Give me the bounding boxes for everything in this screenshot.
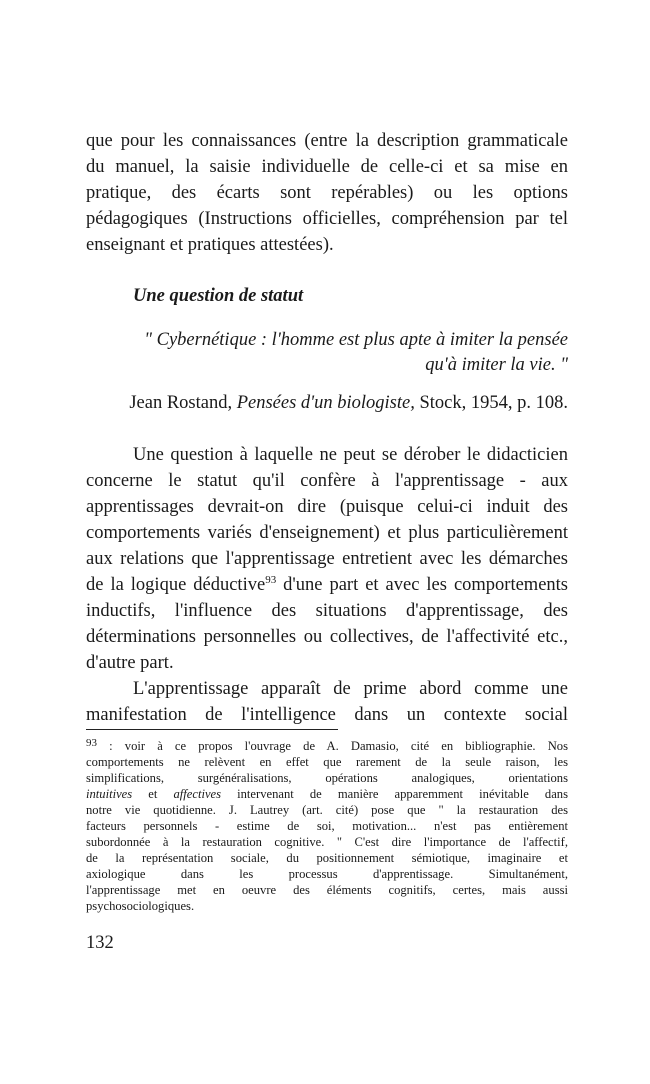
footnote-line: axiologique dans les processus d'apprentissage. Simultanément, [86,867,568,881]
footnote-line: subordonnée à la restauration cognitive. " C'est dire l'importance de l'affectif, [86,835,568,849]
text-segment: intuitives [86,787,133,801]
footnote-ref: 93 [265,574,277,586]
text-line: déterminations personnelles ou collectives, de l'affectivité etc., [86,627,568,647]
text-segment: intervenant de manière apparemment inévitable dans [221,787,568,801]
footnote-line: notre vie quotidienne. J. Lautrey (art. cité) pose que " la restauration des [86,803,568,817]
text-line: Une question à laquelle ne peut se dérober le didacticien [133,445,568,465]
citation-work: Pensées d'un biologiste, [236,393,415,413]
footnote-line: psychosociologiques. [86,899,195,913]
text-segment: de la logique déductive [86,575,266,595]
text-line: inductifs, l'influence des situations d'apprentissage, des [86,601,568,621]
section-heading: Une question de statut [133,286,304,306]
footnote-line [86,786,568,802]
text-line: comportements variés d'enseignement) et plus particulièrement [86,523,568,543]
text-line: pédagogiques (Instructions officielles, compréhension par tel [86,209,568,229]
footnote-line: simplifications, surgénéralisations, opérations analogiques, orientations [86,771,568,785]
footnote-line: de la représentation sociale, du positionnement sémiotique, imaginaire et [86,851,568,865]
text-line: aux relations que l'apprentissage entretient avec les démarches [86,549,568,569]
footnote-line: l'apprentissage met en oeuvre des éléments cognitifs, certes, mais aussi [86,883,568,897]
text-line: enseignant et pratiques attestées). [86,235,334,255]
footnote-number: 93 [86,737,97,749]
text-line: L'apprentissage apparaît de prime abord comme une [133,679,568,699]
text-line [86,572,568,600]
text-line: manifestation de l'intelligence dans un contexte social [86,705,568,725]
epigraph-citation [129,390,568,416]
epigraph-line: qu'à imiter la vie. " [425,355,568,375]
text-line: apprentissages devrait-on dire (puisque celui-ci induit des [86,497,568,517]
text-line: d'autre part. [86,653,174,673]
text-segment: affectives [173,787,222,801]
citation-author: Jean Rostand, [129,393,233,413]
text-segment: et [132,787,174,801]
footnote-divider [86,729,338,730]
epigraph-line: " Cybernétique : l'homme est plus apte à imiter la pensée [144,330,568,350]
text-segment: : voir à ce propos l'ouvrage de A. Damasio, cité en bibliographie. Nos [97,739,568,753]
page-number: 132 [86,933,114,953]
footnote-line: facteurs personnels - estime de soi, motivation... n'est pas entièrement [86,819,568,833]
citation-publisher: Stock, 1954, p. 108. [419,393,568,413]
footnote-line: comportements ne relèvent en effet que rarement de la seule raison, les [86,755,568,769]
text-segment: d'une part et avec les comportements [276,575,568,595]
text-line: du manuel, la saisie individuelle de celle-ci et sa mise en [86,157,568,177]
footnote-line [86,738,568,755]
text-line: que pour les connaissances (entre la description grammaticale [86,131,568,151]
text-line: concerne le statut qu'il confère à l'apprentissage - aux [86,471,568,491]
text-line: pratique, des écarts sont repérables) ou les options [86,183,568,203]
